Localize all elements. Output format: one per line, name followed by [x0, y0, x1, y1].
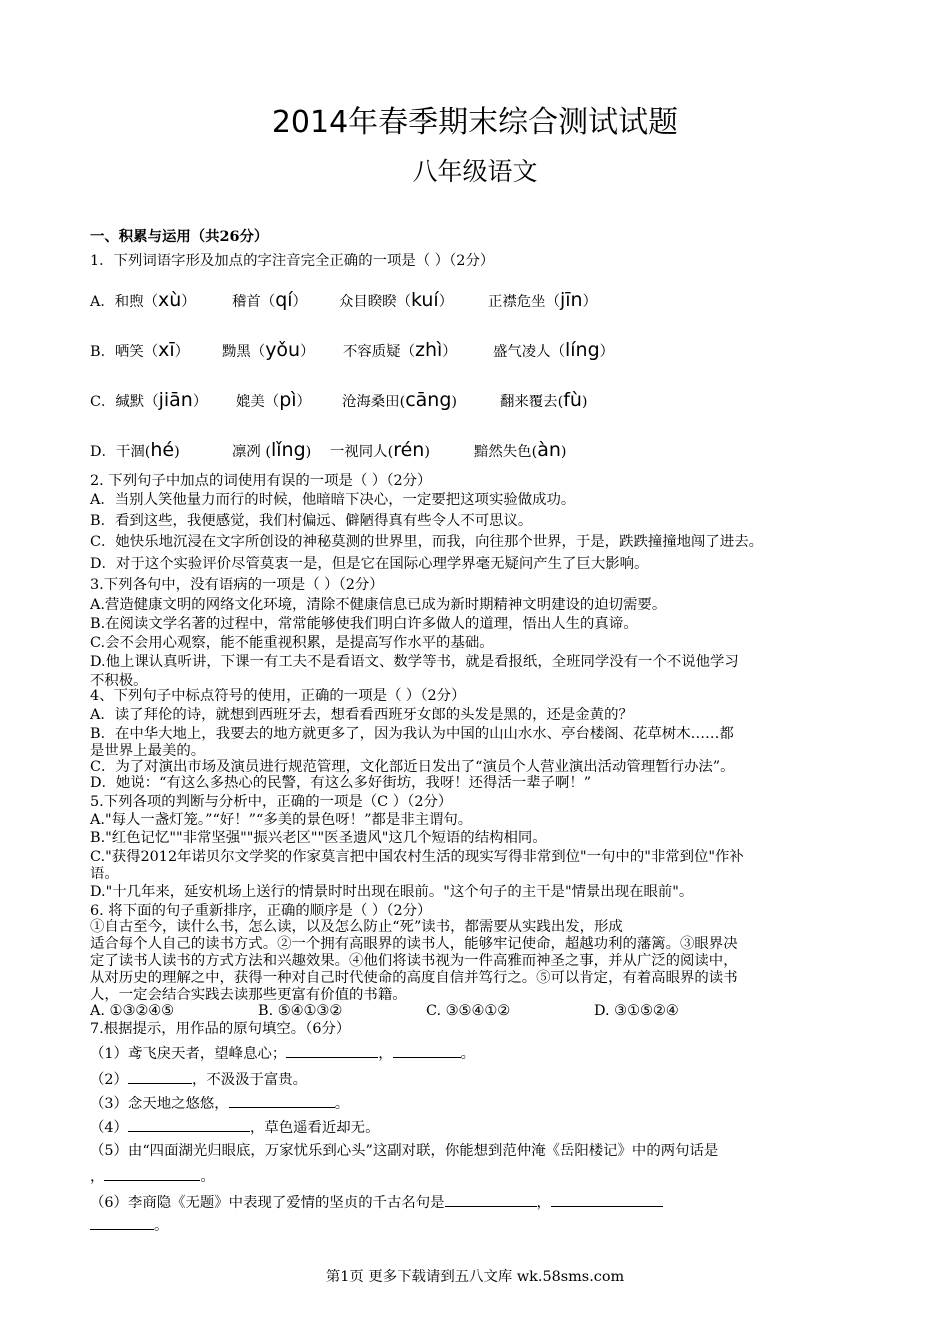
bracket: ） [438, 294, 454, 310]
q7-line-5: （5）由“四面湖光归眼底，万家忧乐到心头”这副对联，你能想到范仲淹《岳阳楼记》中的两句话是 [90, 1143, 719, 1159]
q6-option-c: C. ③⑤④①② [426, 1003, 511, 1019]
text-line: 6. 将下面的句子重新排序，正确的顺序是（ ）（2分） [90, 903, 432, 919]
word: 一视同人( [330, 444, 394, 460]
text-line: A．读了拜伦的诗，就想到西班牙去，想看看西班牙女郎的头发是黑的，还是金黄的？ [90, 707, 633, 723]
option-label: C． [90, 394, 116, 410]
text-line: 4、下列句子中标点符号的使用，正确的一项是（ ）（2分） [90, 688, 466, 704]
bracket: ) [424, 444, 430, 460]
answer-blank[interactable] [551, 1192, 663, 1207]
option-label: B． [90, 344, 115, 360]
text-line: 是世界上最美的。 [90, 743, 206, 759]
bracket: ） [582, 294, 597, 310]
text-line: D."十几年来，延安机场上送行的情景时时出现在眼前。"这个句子的主干是"情景出现在眼前"。 [90, 884, 694, 900]
q1-option-a-item-3 [339, 287, 453, 315]
text-line: B．看到这些，我便感觉，我们村偏远、僻陋得真有些令人不可思议。 [90, 513, 533, 529]
pinyin: pì [279, 389, 297, 411]
bracket: ） [181, 294, 196, 310]
q1-option-c-item-2 [236, 387, 311, 415]
word: 众目睽睽（ [339, 294, 411, 310]
bracket: ) [174, 444, 180, 460]
text-line: 不积极。 [90, 673, 148, 689]
pinyin: yǒu [265, 339, 301, 361]
bracket: ） [296, 394, 311, 410]
q1-option-c-item-1 [90, 387, 207, 415]
text-line: D.他上课认真听讲，下课一有工夫不是看语文、数学等书，就是看报纸，全班同学没有一个不说他学习 [90, 654, 739, 670]
q7-line-2: （2） ，不汲汲于富贵。 [90, 1069, 307, 1089]
word: 翻来覆去( [500, 394, 564, 410]
pinyin: líng [564, 339, 600, 361]
text-line: 2. 下列句子中加点的词使用有误的一项是（ ）（2分） [90, 473, 432, 489]
q7-line-1: （1）鸢飞戾天者，望峰息心； ， 。 [90, 1043, 475, 1063]
page-subtitle: 八年级语文 [412, 157, 538, 186]
word: 盛气凌人（ [493, 344, 565, 360]
q1-option-a-item-2 [232, 287, 307, 315]
answer-blank[interactable] [128, 1117, 250, 1132]
answer-blank[interactable] [90, 1215, 154, 1230]
bracket: ) [581, 394, 588, 410]
text-line: D．她说：“有这么多热心的民警，有这么多好街坊，我呀！还得活一辈子啊！” [90, 775, 592, 791]
pinyin: lǐng [270, 439, 306, 461]
q1-option-b-item-1 [90, 337, 189, 365]
q7-line-4: （4） ，草色遥看近却无。 [90, 1117, 379, 1137]
word: 哂笑（ [114, 344, 159, 360]
pinyin: qí [275, 289, 293, 311]
text-line: ①自古至今，读什么书，怎么读，以及怎么防止“死”读书，都需要从实践出发，形成 [90, 919, 623, 935]
q1-option-d-item-2 [232, 437, 311, 465]
text-line: 从对历史的理解之中，获得一种对自己时代使命的高度自信并笃行之。⑤可以肯定，有着高眼界的读书 [90, 970, 738, 986]
q7-line-3: （3）念天地之悠悠， 。 [90, 1093, 349, 1113]
question-7-stem: 7.根据提示，用作品的原句填空。（6分） [90, 1021, 351, 1037]
pinyin: rén [393, 439, 425, 461]
pinyin: hé [150, 439, 175, 461]
bracket: ) [451, 394, 458, 410]
q1-option-c-item-4 [500, 387, 588, 415]
answer-blank[interactable] [229, 1093, 335, 1108]
text-line: B．在中华大地上，我要去的地方就更多了，因为我认为中国的山山水水、亭台楼阁、花草树木……都 [90, 726, 734, 742]
q7-line-6: （6）李商隐《无题》中表现了爱情的坚贞的千古名句是 ， [90, 1192, 663, 1212]
word: 不容质疑（ [343, 344, 415, 360]
bracket: ） [442, 344, 457, 360]
answer-blank[interactable] [445, 1192, 537, 1207]
pinyin: fù [563, 389, 582, 411]
word: 稽首（ [232, 294, 276, 310]
bracket: ） [300, 344, 315, 360]
word: 凛冽 ( [232, 444, 271, 460]
text-line: C.会不会用心观察，能不能重视积累，是提高写作水平的基础。 [90, 635, 494, 651]
q7-line-6b: 。 [90, 1215, 168, 1235]
q1-option-d-item-4 [474, 437, 567, 465]
pinyin: àn [537, 439, 561, 461]
option-label: D． [90, 444, 116, 460]
word: 和煦（ [114, 294, 158, 310]
pinyin: kuí [410, 289, 439, 311]
text-line: 5.下列各项的判断与分析中，正确的一项是（C ）（2分） [90, 794, 453, 810]
q6-option-d: D. ③①⑤②④ [594, 1003, 679, 1019]
section-heading: 一、积累与运用（共26分） [90, 228, 269, 245]
answer-blank[interactable] [393, 1043, 461, 1058]
bracket: ) [560, 444, 567, 460]
question-1-stem: 1．下列词语字形及加点的字注音完全正确的一项是（ ）（2分） [90, 253, 495, 269]
text-line: 3.下列各句中，没有语病的一项是（ ）（2分） [90, 577, 384, 593]
word: 干涸( [115, 444, 151, 460]
pinyin: xī [158, 339, 175, 361]
bracket: ) [305, 444, 312, 460]
word: 黯然失色( [474, 444, 538, 460]
text-line: C．为了对演出市场及演员进行规范管理，文化部近日发出了“演员个人营业演出活动管理暂行办法”。 [90, 759, 735, 775]
text-line: 人，一定会结合实践去读那些更富有价值的书籍。 [90, 987, 407, 1003]
option-label: A． [90, 294, 115, 310]
text-line: 定了读书人读书的方式方法和兴趣效果。④他们将读书视为一件高雅而神圣之事，并从广泛的阅读中， [90, 953, 738, 969]
text-line: B."红色记忆""非常坚强""振兴老区""医圣遗风"这几个短语的结构相同。 [90, 830, 547, 846]
page-footer: 第1页 更多下载请到五八文库 wk.58sms.com [325, 1269, 625, 1285]
text-line: 语。 [90, 866, 119, 882]
q6-option-b: B. ⑤④①③② [258, 1003, 343, 1019]
q1-option-d-item-3 [330, 437, 430, 465]
word: 缄默（ [115, 394, 159, 410]
word: 黝黑（ [222, 344, 266, 360]
q6-option-a: A. ①③②④⑤ [90, 1003, 175, 1019]
bracket: ） [174, 344, 190, 360]
q1-option-a-item-1 [90, 287, 196, 315]
q7-line-5b: ， 。 [90, 1166, 215, 1186]
pinyin: jiān [158, 389, 193, 411]
text-line: 适合每个人自己的读书方式。②一个拥有高眼界的读书人，能够牢记使命，超越功利的藩篱。③眼界决 [90, 936, 738, 952]
word: 沧海桑田( [342, 394, 406, 410]
answer-blank[interactable] [104, 1166, 200, 1181]
q1-option-b-item-2 [222, 337, 315, 365]
text-line: D．对于这个实验评价尽管莫衷一是，但是它在国际心理学界毫无疑问产生了巨大影响。 [90, 556, 649, 572]
text-line: A．当别人笑他量力而行的时候，他暗暗下决心，一定要把这项实验做成功。 [90, 492, 576, 508]
text-line: C."获得2012年诺贝尔文学奖的作家莫言把中国农村生活的现实写得非常到位"一句中的"非常到位"作补 [90, 849, 744, 865]
pinyin: xù [157, 289, 182, 311]
text-line: B.在阅读文学名著的过程中，常常能够使我们明白许多做人的道理，悟出人生的真谛。 [90, 616, 638, 632]
q1-option-a-item-4 [488, 287, 597, 315]
pinyin: cāng [405, 389, 452, 411]
text-line: C．她快乐地沉浸在文字所创设的神秘莫测的世界里，而我，向往那个世界，于是，跌跌撞撞地闯了进去。 [90, 534, 763, 550]
answer-blank[interactable] [286, 1043, 378, 1058]
text-line: A."每人一盏灯笼。”“好！”“多美的景色呀！”都是非主谓句。 [90, 812, 473, 828]
word: 正襟危坐（ [488, 294, 560, 310]
q1-option-b-item-4 [493, 337, 614, 365]
page-title: 2014年春季期末综合测试试题 [271, 105, 679, 140]
pinyin: jīn [559, 289, 583, 311]
text-line: A.营造健康文明的网络文化环境，清除不健康信息已成为新时期精神文明建设的迫切需要。 [90, 597, 667, 613]
word: 媲美（ [236, 394, 280, 410]
q1-option-c-item-3 [342, 387, 457, 415]
bracket: ） [599, 344, 615, 360]
bracket: ） [292, 294, 307, 310]
answer-blank[interactable] [128, 1069, 192, 1084]
q1-option-d-item-1 [90, 437, 180, 465]
pinyin: zhì [414, 339, 443, 361]
q1-option-b-item-3 [343, 337, 457, 365]
bracket: ） [192, 394, 208, 410]
